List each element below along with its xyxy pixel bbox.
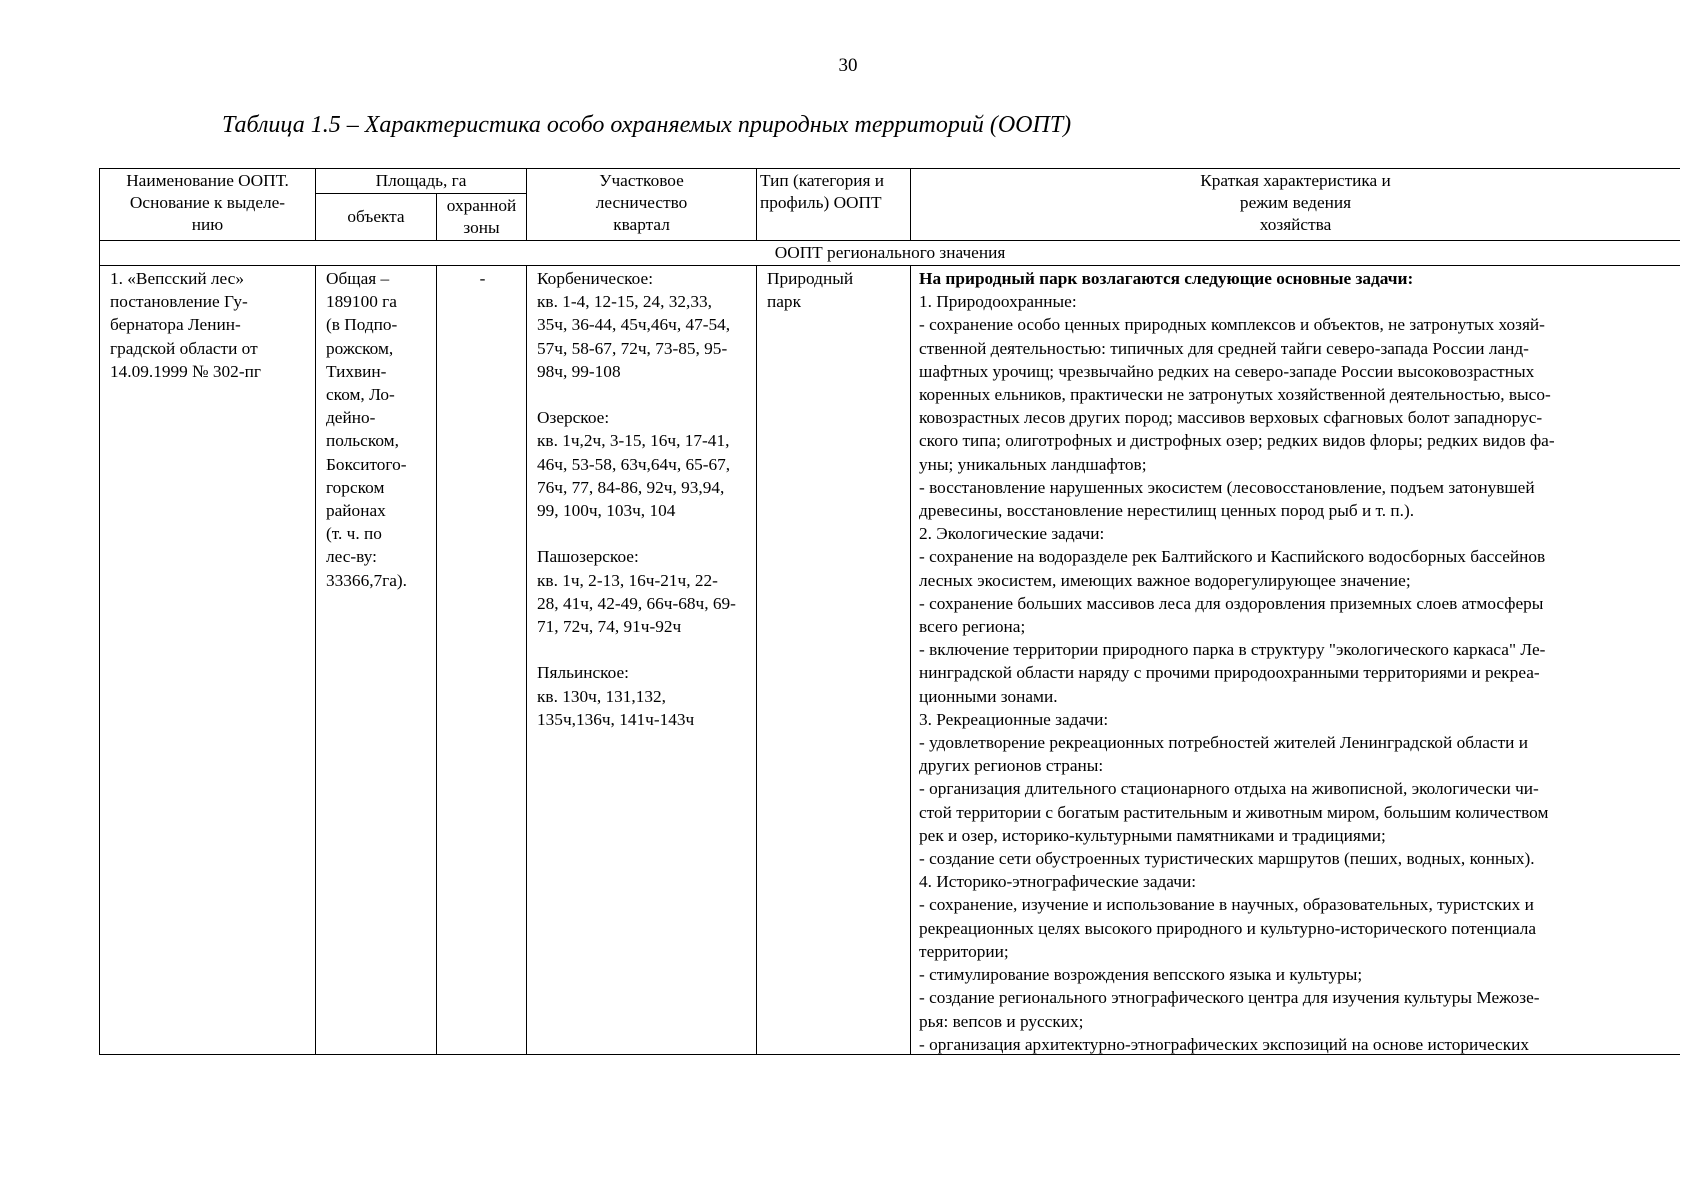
description-line: лесных экосистем, имеющих важное водорегулирующее значение; — [919, 570, 1411, 590]
header-area: Площадь, га — [316, 169, 527, 194]
description-line: рек и озер, историко-культурными памятниками и традициями; — [919, 825, 1386, 845]
cell-line: 99, 100ч, 103ч, 104 — [537, 501, 676, 521]
header-type-line: профиль) ООПТ — [760, 193, 882, 212]
description-line: - сохранение на водоразделе рек Балтийского и Каспийского водосборных бассейнов — [919, 547, 1546, 567]
table-row — [100, 266, 1681, 1056]
cell-line: рожском, — [326, 338, 394, 358]
cell-line: 71, 72ч, 74, 91ч-92ч — [537, 617, 682, 637]
cell-line: 57ч, 58-67, 72ч, 73-85, 95- — [537, 338, 728, 358]
description-line: - организация архитектурно-этнографических экспозиций на основе исторических — [919, 1034, 1530, 1054]
cell-line: Тихвин- — [326, 361, 387, 381]
description-line: - восстановление нарушенных экосистем (лесовосстановление, подъем затонувшей — [919, 477, 1535, 497]
description-line: коренных ельников, практически не затронутых хозяйственной деятельностью, высо- — [919, 385, 1551, 405]
description-line: - включение территории природного парка в структуру "экологического каркаса" Ле- — [919, 640, 1546, 660]
cell-line: 98ч, 99-108 — [537, 361, 621, 381]
description-line: нинградской области наряду с прочими природоохранными территориями и рекреа- — [919, 663, 1540, 683]
description-line: ского типа; олиготрофных и дистрофных озер; редких видов флоры; редких видов фа- — [919, 431, 1555, 451]
description-line: стой территории с богатым растительным и животным миром, большим количеством — [919, 802, 1549, 822]
description-line: - сохранение, изучение и использование в научных, образовательных, туристских и — [919, 895, 1534, 915]
description-line: - сохранение особо ценных природных комплексов и объектов, не затронутых хозяй- — [919, 315, 1545, 335]
oopt-table — [99, 168, 1680, 1055]
cell-line: Озерское: — [537, 408, 610, 428]
header-name-line: нию — [191, 215, 224, 234]
cell-line: бернатора Ленин- — [110, 315, 241, 335]
cell-line: Пашозерское: — [537, 547, 639, 567]
page-number: 30 — [838, 55, 858, 76]
cell-buffer-zone: - — [437, 266, 527, 1056]
cell-line: горском — [326, 477, 385, 497]
description-line: - удовлетворение рекреационных потребностей жителей Ленинградской области и — [919, 733, 1528, 753]
cell-type — [757, 266, 911, 1056]
cell-line: дейно- — [326, 408, 376, 428]
oopt-table-container — [99, 168, 1680, 1055]
header-forestry-line: Участковое — [599, 171, 684, 190]
cell-gap — [537, 638, 756, 661]
description-line: ковозрастных лесов других пород; массивов верховых сфагновых болот западнорус- — [919, 408, 1543, 428]
cell-line: кв. 1ч,2ч, 3-15, 16ч, 17-41, — [537, 431, 730, 451]
header-area-object: объекта — [316, 194, 437, 241]
cell-line: Природный — [767, 269, 854, 288]
description-line: - сохранение больших массивов леса для оздоровления приземных слоев атмосферы — [919, 593, 1544, 613]
cell-line: Корбеническое: — [537, 269, 653, 288]
header-type-line: Тип (категория и — [760, 171, 884, 190]
description-line: всего региона; — [919, 617, 1026, 637]
cell-gap — [537, 383, 756, 406]
header-buffer-line: охранной — [446, 196, 517, 215]
cell-name — [100, 266, 316, 1056]
header-name — [100, 169, 316, 241]
cell-line: ском, Ло- — [326, 385, 395, 405]
header-forestry — [527, 169, 757, 241]
cell-description — [911, 266, 1680, 1056]
cell-line: постановление Гу- — [110, 292, 248, 312]
cell-line: польском, — [326, 431, 399, 451]
description-line: рекреационных целях высокого природного и культурно-исторического потенциала — [919, 918, 1537, 938]
description-line: уны; уникальных ландшафтов; — [919, 454, 1147, 474]
cell-gap — [537, 522, 756, 545]
description-heading: На природный парк возлагаются следующие основные задачи: — [919, 269, 1414, 288]
cell-line: Бокситого- — [326, 454, 407, 474]
cell-line: кв. 1-4, 12-15, 24, 32,33, — [537, 292, 712, 312]
cell-line: 1. «Вепсский лес» — [110, 269, 244, 288]
cell-line: 189100 га — [326, 292, 397, 312]
cell-line: лес-ву: — [326, 547, 377, 567]
cell-line: 14.09.1999 № 302-пг — [110, 361, 261, 381]
header-description-line: Краткая характеристика и — [1200, 171, 1391, 190]
region-heading-row — [100, 241, 1681, 266]
header-forestry-line: лесничество — [595, 193, 688, 212]
cell-line: Пяльинское: — [537, 663, 629, 683]
header-area-buffer-zone — [437, 194, 527, 241]
cell-line: 135ч,136ч, 141ч-143ч — [537, 709, 695, 729]
header-name-line: Наименование ООПТ. — [126, 171, 289, 190]
description-line: - создание регионального этнографического центра для изучения культуры Межозе- — [919, 988, 1540, 1008]
cell-forestry — [527, 266, 757, 1056]
cell-line: 28, 41ч, 42-49, 66ч-68ч, 69- — [537, 593, 736, 613]
cell-line: 76ч, 77, 84-86, 92ч, 93,94, — [537, 477, 725, 497]
cell-line: районах — [326, 501, 386, 521]
description-line: рья: вепсов и русских; — [919, 1011, 1084, 1031]
description-line: 4. Историко-этнографические задачи: — [919, 872, 1197, 892]
description-line: шафтных урочищ; чрезвычайно редких на северо-западе России высоковозрастных — [919, 361, 1535, 381]
table-title: Таблица 1.5 – Характеристика особо охраняемых природных территорий (ООПТ) — [222, 112, 1072, 138]
cell-line: 46ч, 53-58, 63ч,64ч, 65-67, — [537, 454, 731, 474]
description-line: ционными зонами. — [919, 686, 1058, 706]
description-line: древесины, восстановление нерестилищ ценных пород рыб и т. п.). — [919, 501, 1415, 521]
region-heading: ООПТ регионального значения — [100, 241, 1681, 266]
header-description — [911, 169, 1680, 241]
cell-line: 33366,7га). — [326, 570, 407, 590]
cell-line: кв. 1ч, 2-13, 16ч-21ч, 22- — [537, 570, 718, 590]
description-line: 1. Природоохранные: — [919, 292, 1077, 312]
description-line: территории; — [919, 941, 1009, 961]
header-description-line: хозяйства — [1259, 215, 1332, 234]
cell-line: кв. 130ч, 131,132, — [537, 686, 666, 706]
cell-line: градской области от — [110, 338, 258, 358]
cell-area — [316, 266, 437, 1056]
header-type — [757, 169, 911, 241]
cell-line: Общая – — [326, 269, 390, 288]
cell-line: парк — [767, 292, 801, 312]
description-line: - стимулирование возрождения вепсского языка и культуры; — [919, 965, 1363, 985]
cell-line: (т. ч. по — [326, 524, 382, 544]
header-description-line: режим ведения — [1239, 193, 1352, 212]
description-line: других регионов страны: — [919, 756, 1104, 776]
cell-line: 35ч, 36-44, 45ч,46ч, 47-54, — [537, 315, 731, 335]
description-line: ственной деятельностью: типичных для средней тайги северо-запада России ланд- — [919, 338, 1529, 358]
cell-line: (в Подпо- — [326, 315, 398, 335]
description-line: 2. Экологические задачи: — [919, 524, 1105, 544]
header-name-line: Основание к выделе- — [129, 193, 286, 212]
description-line: 3. Рекреационные задачи: — [919, 709, 1109, 729]
header-buffer-line: зоны — [463, 218, 500, 237]
description-line: - создание сети обустроенных туристических маршрутов (пеших, водных, конных). — [919, 849, 1535, 869]
header-forestry-line: квартал — [613, 215, 670, 234]
description-line: - организация длительного стационарного отдыха на живописной, экологически чи- — [919, 779, 1539, 799]
